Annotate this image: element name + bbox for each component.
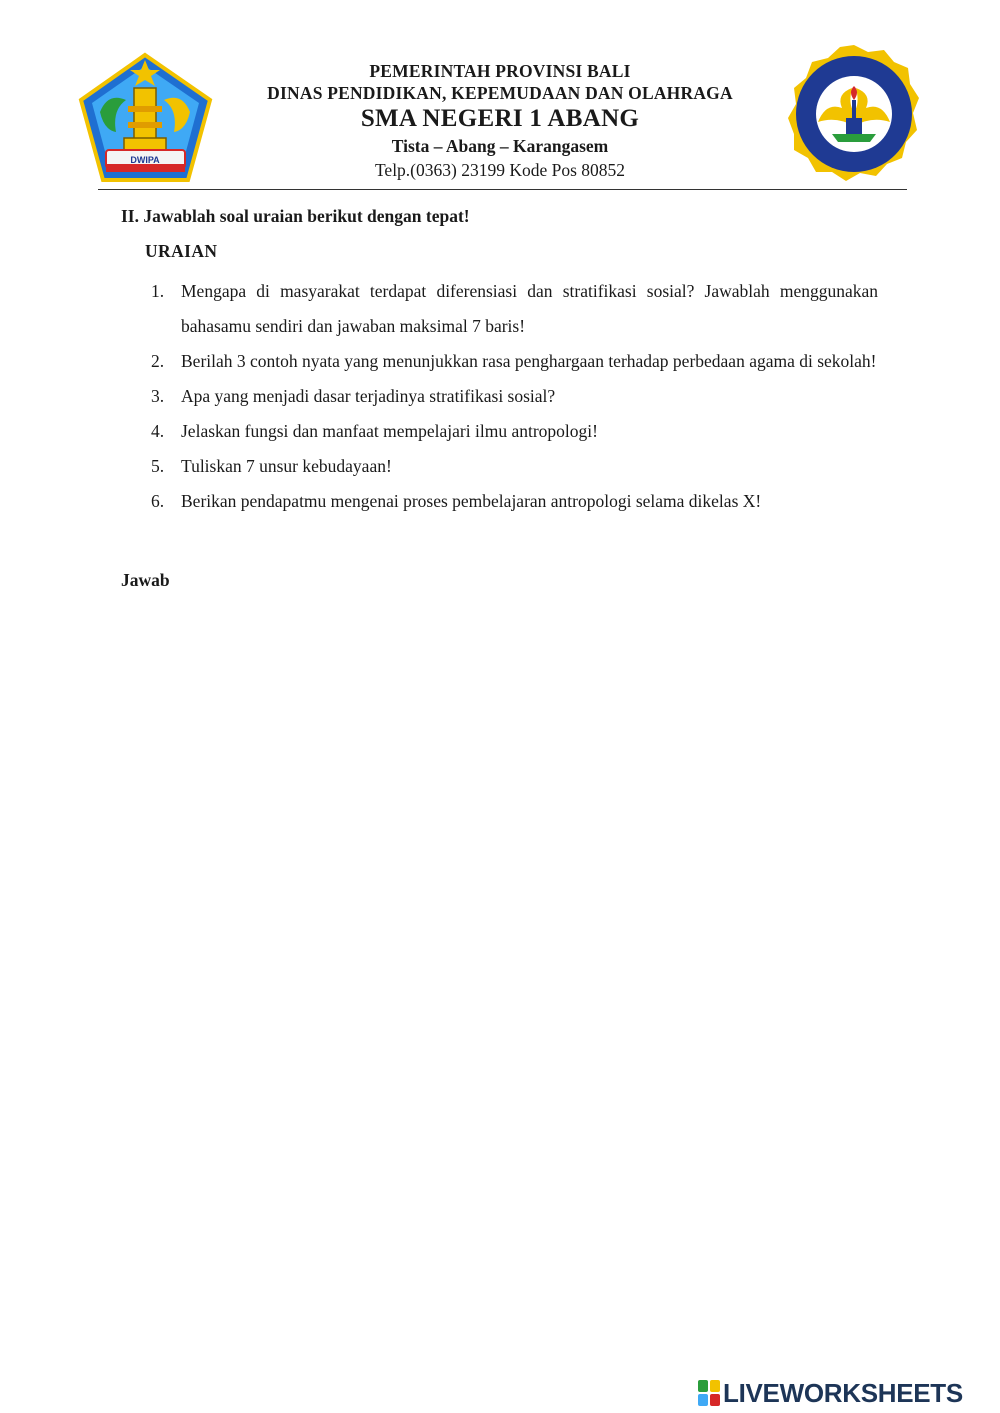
letterhead: [0, 0, 1000, 200]
brand-wordmark: LIVEWORKSHEETS: [723, 1377, 963, 1408]
school-name: SMA NEGERI 1 ABANG: [360, 105, 640, 132]
school-location: Tista – Abang – Karangasem: [391, 136, 609, 156]
liveworksheets-brand[interactable]: [698, 1378, 963, 1408]
school-contact: Telp.(0363) 23199 Kode Pos 80852: [374, 160, 626, 180]
government-name: PEMERINTAH PROVINSI BALI: [369, 61, 631, 81]
bali-province-emblem-icon: [78, 52, 213, 184]
school-emblem-icon: [786, 42, 922, 185]
question-item: [0, 484, 1000, 519]
question-text: Berilah 3 contoh nyata yang menunjukkan rasa penghargaan terhadap perbedaan agama di sekolah!: [181, 351, 877, 371]
question-number: 5.: [151, 456, 165, 476]
question-number: 1.: [151, 281, 165, 301]
question-item: [0, 344, 1000, 379]
question-item: [0, 379, 1000, 414]
question-item: [0, 274, 1000, 344]
question-number: 2.: [151, 351, 165, 371]
letterhead-divider: [98, 189, 907, 190]
question-text: Berikan pendapatmu mengenai proses pembelajaran antropologi selama dikelas X!: [181, 491, 762, 511]
question-text: Mengapa di masyarakat terdapat diferensiasi dan stratifikasi sosial? Jawablah menggunakan bahasamu sendiri dan jawaban maksimal 7 baris!: [181, 281, 878, 336]
question-item: [0, 449, 1000, 484]
question-text: Apa yang menjadi dasar terjadinya stratifikasi sosial?: [181, 386, 556, 406]
section-subheading: URAIAN: [145, 241, 218, 261]
question-text: Tuliskan 7 unsur kebudayaan!: [181, 456, 392, 476]
svg-text:DWIPA: DWIPA: [130, 155, 160, 165]
question-list: [0, 274, 1000, 519]
question-text: Jelaskan fungsi dan manfaat mempelajari ilmu antropologi!: [181, 421, 598, 441]
letterhead-text: [230, 60, 770, 182]
section-title: II. Jawablah soal uraian berikut dengan tepat!: [121, 206, 470, 226]
department-name: DINAS PENDIDIKAN, KEPEMUDAAN DAN OLAHRAGA: [267, 83, 733, 103]
liveworksheets-logo-icon: [698, 1380, 720, 1406]
question-number: 6.: [151, 491, 165, 511]
answer-label: Jawab: [121, 570, 170, 590]
question-number: 3.: [151, 386, 165, 406]
question-item: [0, 414, 1000, 449]
question-number: 4.: [151, 421, 165, 441]
